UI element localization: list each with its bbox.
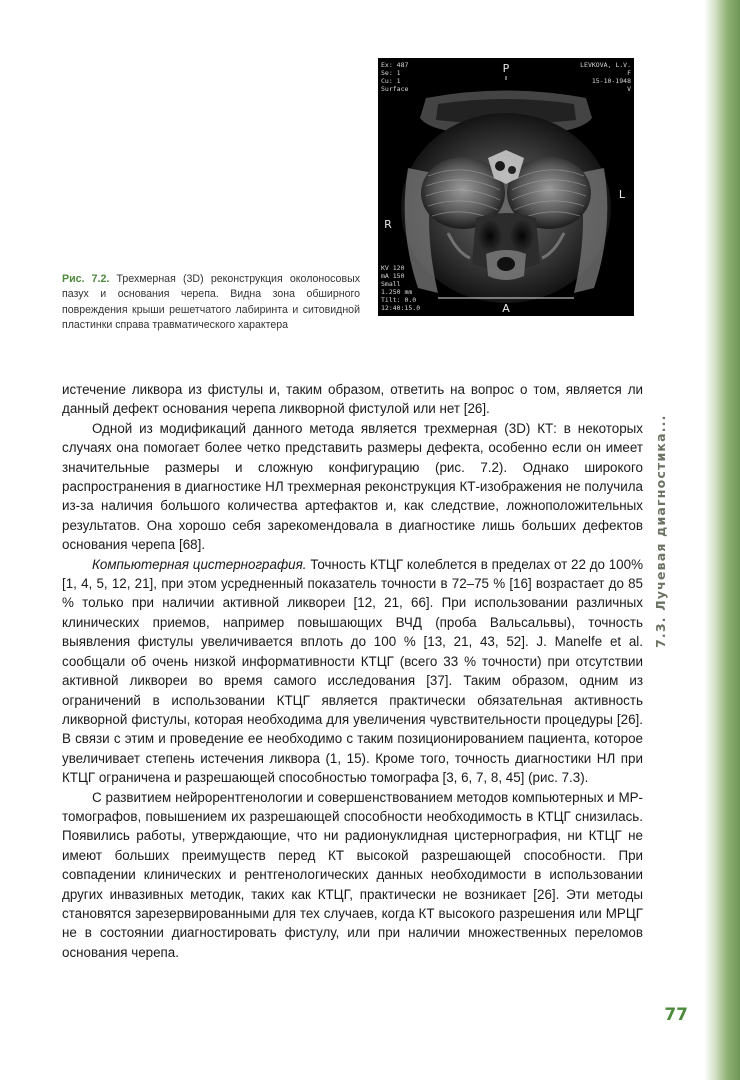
overlay-tr-2: 15-10-1948 [591, 77, 631, 85]
orientation-marker-top: P [502, 62, 510, 75]
orientation-marker-right: L [618, 188, 626, 201]
orientation-marker-bottom: A [502, 302, 510, 315]
figure-caption [62, 272, 360, 334]
overlay-tr-0: LEVKOVA, L.V. [580, 61, 631, 69]
overlay-tl-2: Cu: 1 [381, 77, 401, 85]
paragraph-text: Точность КТЦГ колеблется в пределах от 22 до 100% [1, 4, 5, 12, 21], при этом усредненный показатель точности в 72–75 % [16] возрастает до 85 % только при наличии активной ликвореи [12, 21, 66]. При использовании различных клинических приемов, например повышающих ВЧД (проба Вальсальвы), точность выявления фистулы увеличивается вплоть до 100 % [13, 21, 43, 52]. J. Manelfe et al. сообщали об очень низкой информативности КТЦГ (всего 33 % точности) при отсутствии активной ликвореи во время самого исследования [37]. Таким образом, одним из ограничений в использовании КТЦГ является практически обязательная активность ликворной фистулы, которая необходима для увеличения чувствительности процедуры [26]. В связи с этим и проведение ее необходимо с таким позиционированием пациента, которое увеличивает степень истечения ликвора (1, 15). Кроме того, точность диагностики НЛ при КТЦГ ограничена и разрешающей способностью томографа [3, 6, 7, 8, 45] (рис. 7.3). [62, 556, 643, 786]
body-text [62, 380, 643, 962]
running-head: 7.3. Лучевая диагностика... [653, 414, 668, 648]
green-edge-bar [704, 0, 740, 1080]
overlay-tr-1: F [627, 69, 631, 77]
paragraph: С развитием нейрорентгенологии и совершенствованием методов компьютерных и МР-томографов, повышением их разрешающей способности необходимость в КТЦГ снизилась. Появились работы, утверждающие, что ни радионуклидная цистернография, ни КТЦГ не имеют больших преимуществ перед КТ высокой разрешающей способности. При совпадении клинических и рентгенологических данных необходимости в использовании других инвазивных методик, таких как КТЦГ, практически не возникает [26]. Эти методы становятся зарезервированными для тех случаев, когда КТ высокого разрешения или МРЦГ не в состоянии диагностировать фистулу, или при наличии множественных переломов основания черепа. [62, 789, 643, 960]
page-number: 77 [664, 1005, 688, 1025]
overlay-tr-3: V [627, 85, 631, 93]
ct-3d-reconstruction-figure [378, 58, 634, 316]
italic-lead: Компьютерная цистернография. [92, 556, 307, 572]
overlay-bl-3: 1.250 mm [381, 288, 413, 296]
overlay-bl-4: Tilt: 0.0 [381, 296, 417, 304]
overlay-bl-0: KV 120 [381, 264, 405, 272]
caption-label: Рис. 7.2. [62, 273, 110, 285]
overlay-bl-2: Small [381, 280, 401, 288]
paragraph-with-lead [62, 555, 643, 788]
caption-text: Трехмерная (3D) реконструкция околоносовых пазух и основания черепа. Видна зона обширного повреждения крыши решетчатого лабиринта и ситовидной пластинки справа травматического характера [62, 273, 360, 332]
overlay-bl-1: mA 150 [381, 272, 405, 280]
overlay-tl-3: Surface [381, 85, 409, 93]
overlay-tl-1: Se: 1 [381, 69, 401, 77]
orientation-marker-left: R [384, 218, 392, 231]
paragraph: истечение ликвора из фистулы и, таким образом, ответить на вопрос о том, является ли данный дефект основания черепа ликворной фистулой или нет [26]. [62, 382, 643, 417]
paragraph: Одной из модификаций данного метода является трехмерная (3D) КТ: в некоторых случаях она помогает более четко представить размеры дефекта, особенно если он имеет значительные размеры и сложную конфигурацию (рис. 7.2). Однако широкого распространения в диагностике НЛ трехмерная реконструкция КТ-изображения не получила из-за наличия большого количества артефактов и, как следствие, ложноположительных результатов. Она хорошо себя зарекомендовала в диагностике лишь больших дефектов основания черепа [68]. [62, 420, 643, 553]
overlay-tl-0: Ex: 487 [381, 61, 409, 69]
overlay-bl-5: 12:40:15.0 [381, 304, 421, 312]
